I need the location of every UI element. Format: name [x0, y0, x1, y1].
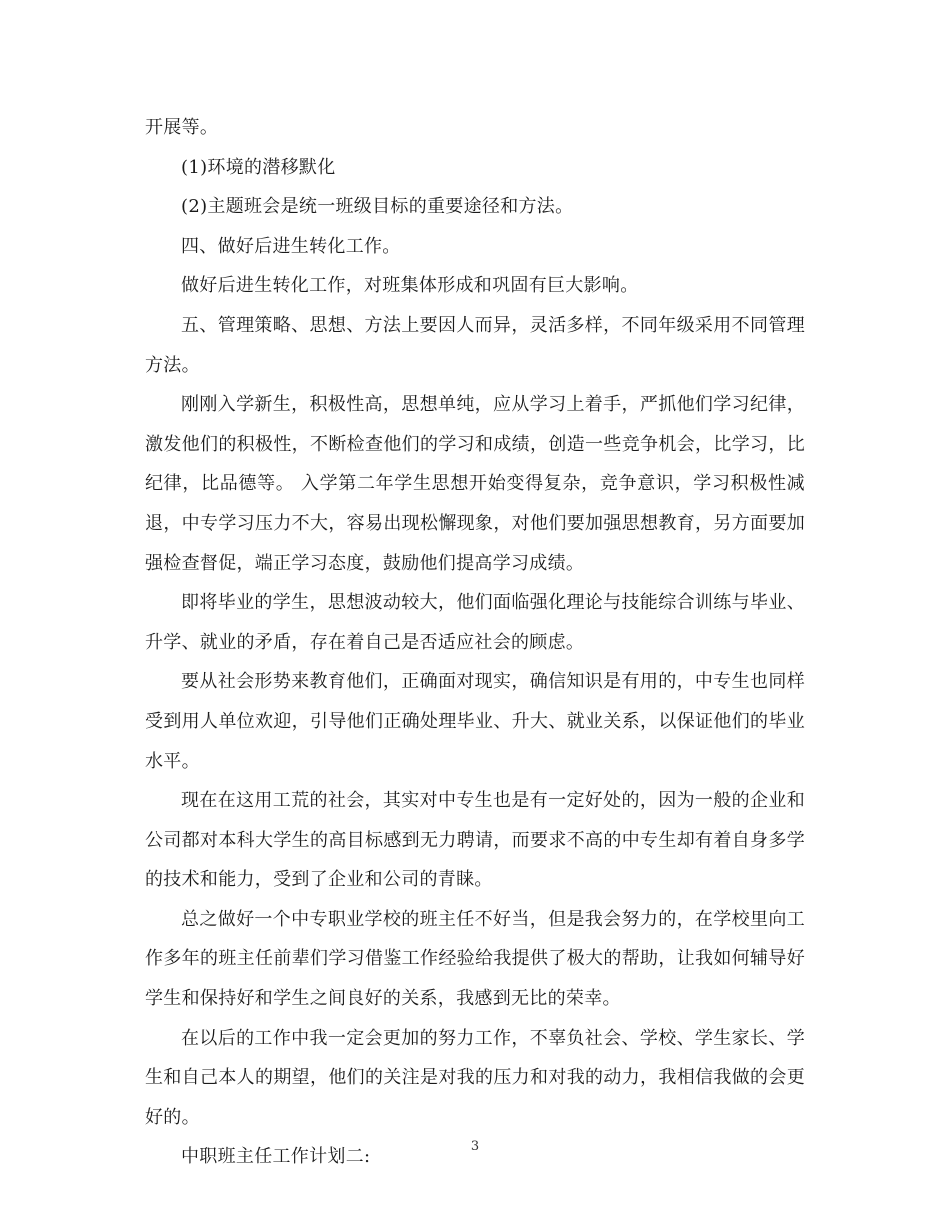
page-number: 3 [470, 1139, 480, 1154]
paragraph: 即将毕业的学生，思想波动较大，他们面临强化理论与技能综合训练与毕业、升学、就业的矛盾，存在着自己是否适应社会的顾虑。 [145, 592, 805, 653]
paragraph: 做好后进生转化工作，对班集体形成和巩固有巨大影响。 [181, 275, 639, 297]
paragraph: 在以后的工作中我一定会更加的努力工作，不辜负社会、学校、学生家长、学生和自己本人的期望，他们的关注是对我的压力和对我的动力，我相信我做的会更好的。 [145, 1027, 805, 1128]
paragraph: (2)主题班会是统一班级目标的重要途径和方法。 [181, 196, 574, 218]
paragraph: 要从社会形势来教育他们，正确面对现实，确信知识是有用的，中专生也同样受到用人单位欢迎，引导他们正确处理毕业、升大、就业关系，以保证他们的毕业水平。 [145, 671, 805, 772]
document-body [145, 108, 805, 1177]
paragraph: 开展等。 [145, 117, 219, 138]
paragraph: 总之做好一个中专职业学校的班主任不好当，但是我会努力的，在学校里向工作多年的班主任前辈们学习借鉴工作经验给我提供了极大的帮助，让我如何辅导好学生和保持好和学生之间良好的关系，我感到无比的荣幸。 [145, 908, 805, 1010]
paragraph: 四、做好后进生转化工作。 [181, 235, 401, 257]
paragraph: 中职班主任工作计划二: [181, 1146, 371, 1168]
paragraph: 现在在这用工荒的社会，其实对中专生也是有一定好处的，因为一般的企业和公司都对本科大学生的高目标感到无力聘请，而要求不高的中专生却有着自身多学的技术和能力，受到了企业和公司的青睐。 [145, 790, 805, 891]
paragraph: 五、管理策略、思想、方法上要因人而异，灵活多样，不同年级采用不同管理方法。 [145, 314, 805, 376]
paragraph: 刚刚入学新生，积极性高，思想单纯，应从学习上着手，严抓他们学习纪律，激发他们的积极性，不断检查他们的学习和成绩，创造一些竞争机会，比学习，比纪律，比品德等。 入学第二年学生思想开始变得复杂，竞争意识，学习积极性减退，中专学习压力不大，容易出现松懈现象，对他们要加强思想教育，另方面要加强检查督促，端正学习态度，鼓励他们提高学习成绩。 [145, 394, 805, 574]
paragraph: (1)环境的潜移默化 [181, 156, 336, 178]
